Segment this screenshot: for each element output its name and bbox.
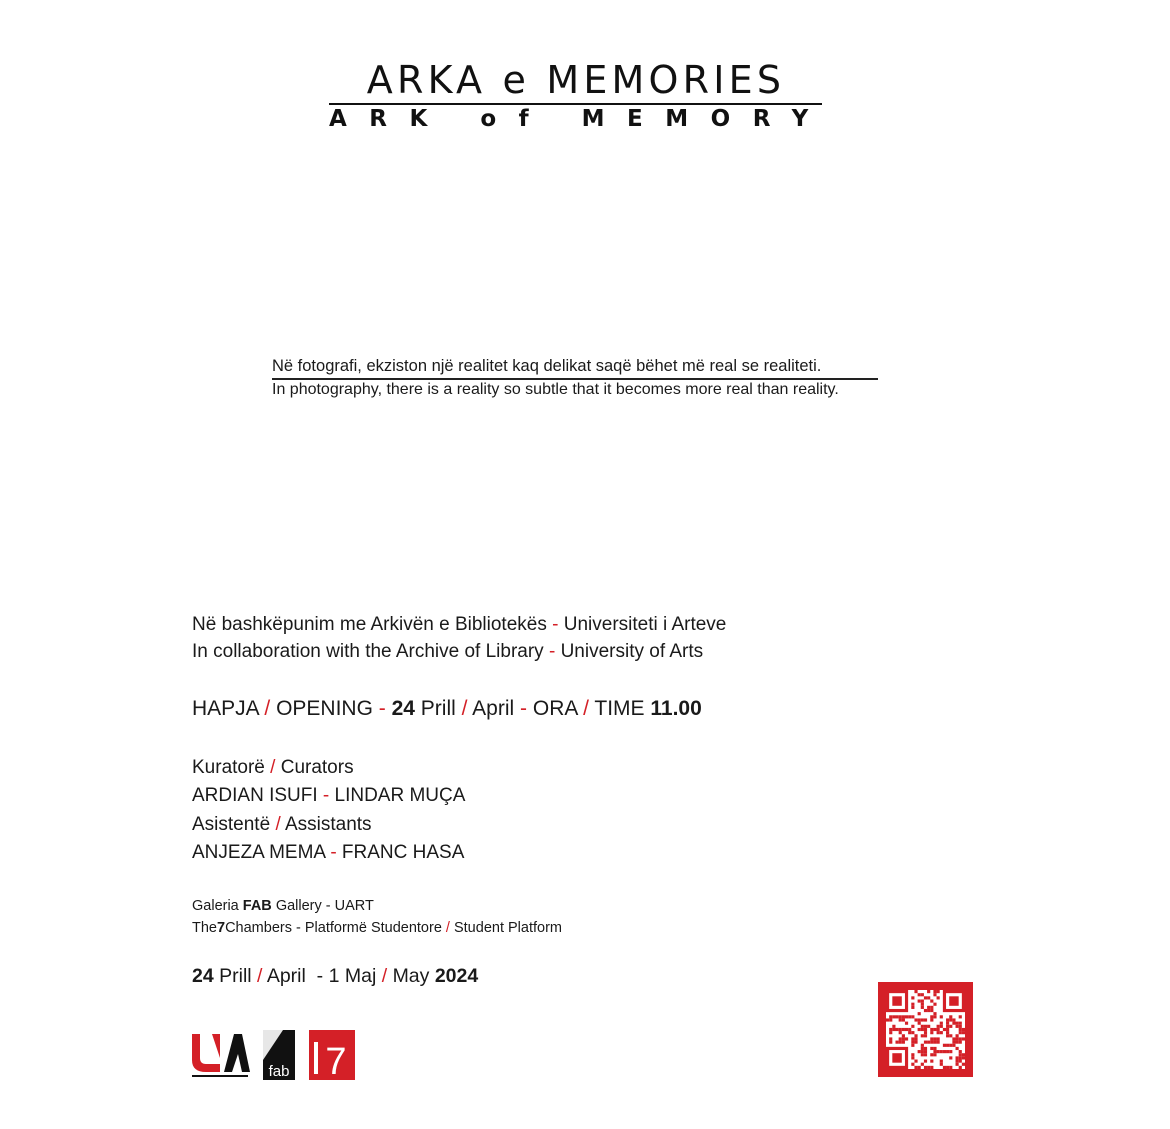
venue-uart: UART [334, 898, 374, 914]
venue-gallery-word: Gallery [275, 898, 322, 914]
collaboration-albanian: Në bashkëpunim me Arkivën e Bibliotekës - Universiteti i Arteve [192, 614, 727, 635]
end-day: 1 [328, 965, 340, 987]
opening-month-en: April [472, 697, 515, 720]
quote-albanian: Në fotografi, ekziston një realitet kaq delikat saqë bëhet më real se realiteti. [272, 357, 822, 375]
end-month-sq: Maj [344, 965, 377, 987]
venue-platform-en: Student Platform [453, 920, 562, 936]
start-day: 24 [192, 965, 214, 987]
exhibition-subtitle: ARK of MEMORY [329, 106, 831, 132]
opening-label-en: OPENING [276, 697, 373, 720]
venue-fab: FAB [242, 898, 272, 914]
year: 2024 [434, 965, 479, 987]
assistant-name: ANJEZA MEMA [192, 842, 326, 863]
exhibition-title: ARKA e MEMORIES [366, 58, 786, 102]
curators-heading: Kuratorë / Curators [192, 757, 354, 778]
end-month-en: May [392, 965, 430, 987]
venue-platform: The7Chambers - Platformë Studentore / Student Platform [192, 920, 562, 936]
collab-sq-part1: Në bashkëpunim me Arkivën e Bibliotekës [192, 614, 547, 635]
curators-names: ARDIAN ISUFI - LINDAR MUÇA [192, 785, 466, 806]
start-month-sq: Prill [219, 965, 252, 987]
quote-english: In photography, there is a reality so subtle that it becomes more real than reality. [272, 381, 839, 398]
venue-gallery: Galeria FAB Gallery - UART [192, 898, 374, 914]
curator-name: ARDIAN ISUFI [192, 785, 318, 806]
svg-text:7: 7 [325, 1041, 347, 1080]
venue-galeria: Galeria [192, 898, 239, 914]
time-label-en: TIME [594, 697, 645, 720]
start-month-en: April [266, 965, 306, 987]
fab-logo [263, 1030, 295, 1080]
venue-chambers: The7Chambers [192, 920, 292, 936]
title-underline [329, 103, 822, 105]
assistants-label-en: Assistants [284, 814, 372, 835]
qr-code[interactable] [878, 982, 973, 1077]
opening-month-sq: Prill [420, 697, 456, 720]
collaboration-english: In collaboration with the Archive of Library - University of Arts [192, 641, 704, 662]
curators-label-en: Curators [280, 757, 354, 778]
collab-en-part1: In collaboration with the Archive of Library [192, 641, 544, 662]
university-arts-logo [190, 1030, 250, 1080]
assistants-names: ANJEZA MEMA - FRANC HASA [192, 842, 465, 863]
time-label-sq: ORA [532, 697, 578, 720]
opening-line: HAPJA / OPENING - 24 Prill / April - ORA / TIME 11.00 [192, 697, 702, 720]
opening-day: 24 [391, 697, 415, 720]
assistant-name: FRANC HASA [341, 842, 465, 863]
opening-label-sq: HAPJA [192, 697, 259, 720]
curator-name: LINDAR MUÇA [334, 785, 466, 806]
venue-platform-sq: Platformë Studentore [304, 920, 442, 936]
curators-label-sq: Kuratorë [192, 757, 265, 778]
seven-chambers-logo [309, 1030, 355, 1080]
collab-en-part2: University of Arts [560, 641, 704, 662]
collab-sq-part2: Universiteti i Arteve [563, 614, 727, 635]
opening-time: 11.00 [650, 697, 702, 720]
svg-text:fab: fab [268, 1063, 290, 1080]
assistants-heading: Asistentë / Assistants [192, 814, 372, 835]
assistants-label-sq: Asistentë [192, 814, 271, 835]
exhibition-dates: 24 Prill / April - 1 Maj / May 2024 [192, 965, 479, 987]
